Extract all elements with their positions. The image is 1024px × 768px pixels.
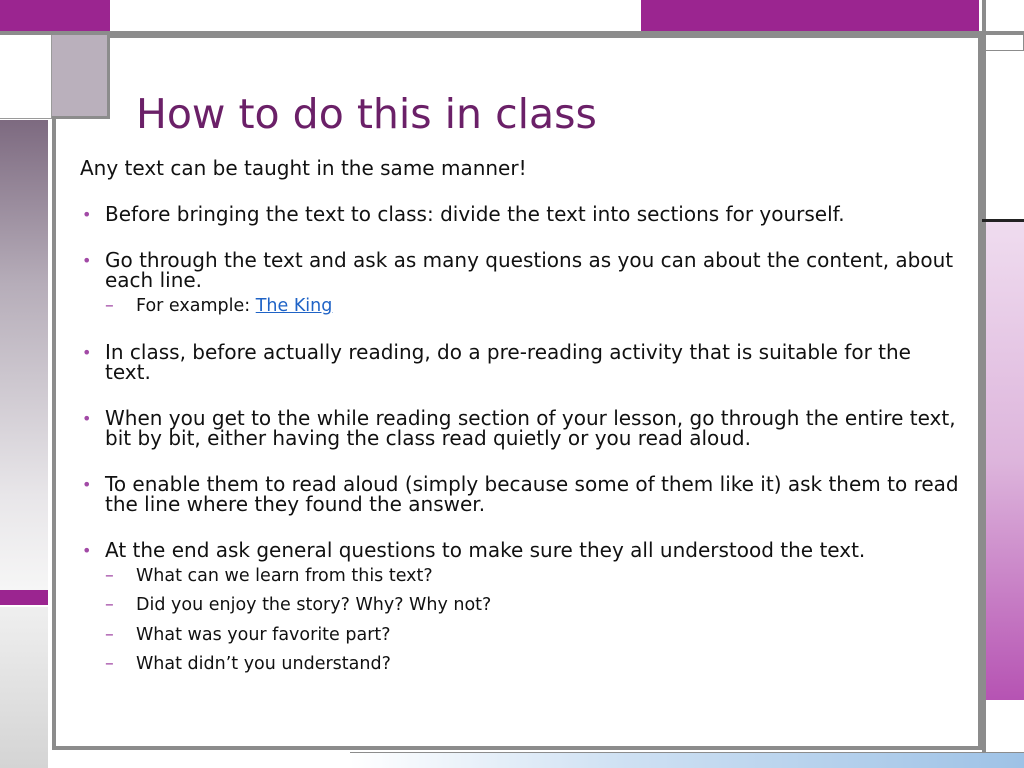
bullet-text: To enable them to read aloud (simply because some of them like it) ask them to read the line where they found the answer.	[105, 471, 959, 516]
example-prefix: For example:	[136, 296, 256, 316]
list-item	[80, 204, 960, 224]
bullet-dot-icon: •	[82, 251, 92, 270]
list-item	[80, 405, 960, 450]
left-purple-accent	[0, 590, 48, 605]
bullet-dot-icon: •	[82, 342, 92, 362]
question-text: What can we learn from this text?	[136, 565, 433, 586]
dash-bullet-icon: –	[105, 624, 114, 645]
bullet-dot-icon: •	[82, 408, 92, 428]
list-item	[80, 537, 960, 674]
question-text: Did you enjoy the story? Why? Why not?	[136, 595, 492, 615]
sub-list-item	[105, 298, 960, 316]
bullet-text: Before bringing the text to class: divide the text into sections for yourself.	[105, 202, 845, 226]
bullet-text: When you get to the while reading section of your lesson, go through the entire text, bit by bit, either having the class read quietly or you read aloud.	[105, 405, 956, 450]
bullet-list	[80, 204, 960, 674]
bottom-blue-bar	[350, 752, 1024, 768]
sub-list-item	[105, 565, 960, 586]
sub-list-item	[105, 656, 960, 674]
bullet-text: Go through the text and ask as many questions as you can about the content, about each line.	[105, 248, 954, 292]
bullet-text: In class, before actually reading, do a pre-reading activity that is suitable for the text.	[105, 339, 911, 384]
left-bottom-gray	[0, 607, 48, 768]
top-left-purple-bar	[0, 0, 110, 31]
list-item	[80, 339, 960, 384]
bullet-dot-icon: •	[82, 205, 92, 224]
title-gray-square	[52, 35, 110, 119]
sub-list-item	[105, 597, 960, 615]
slide-body	[80, 158, 960, 674]
top-right-purple-bar	[641, 0, 979, 31]
bullet-text: At the end ask general questions to make sure they all understood the text.	[105, 537, 866, 562]
dash-bullet-icon: –	[105, 565, 114, 586]
slide-title: How to do this in class	[136, 90, 597, 138]
sub-list	[105, 298, 960, 316]
dash-bullet-icon: –	[105, 595, 114, 615]
bullet-dot-icon: •	[82, 474, 92, 494]
list-item	[80, 471, 960, 516]
left-gradient-panel	[0, 120, 48, 590]
left-outline-box	[0, 35, 52, 119]
question-text: What was your favorite part?	[136, 624, 391, 645]
question-text: What didn’t you understand?	[136, 654, 391, 674]
sub-list-item	[105, 624, 960, 645]
the-king-link[interactable]: The King	[255, 296, 333, 316]
right-pink-panel	[986, 222, 1024, 700]
list-item	[80, 250, 960, 316]
dash-bullet-icon: –	[105, 654, 114, 674]
intro-text: Any text can be taught in the same manner!	[80, 156, 527, 180]
sub-list	[105, 565, 960, 674]
dash-bullet-icon: –	[105, 296, 114, 316]
bullet-dot-icon: •	[82, 540, 92, 560]
